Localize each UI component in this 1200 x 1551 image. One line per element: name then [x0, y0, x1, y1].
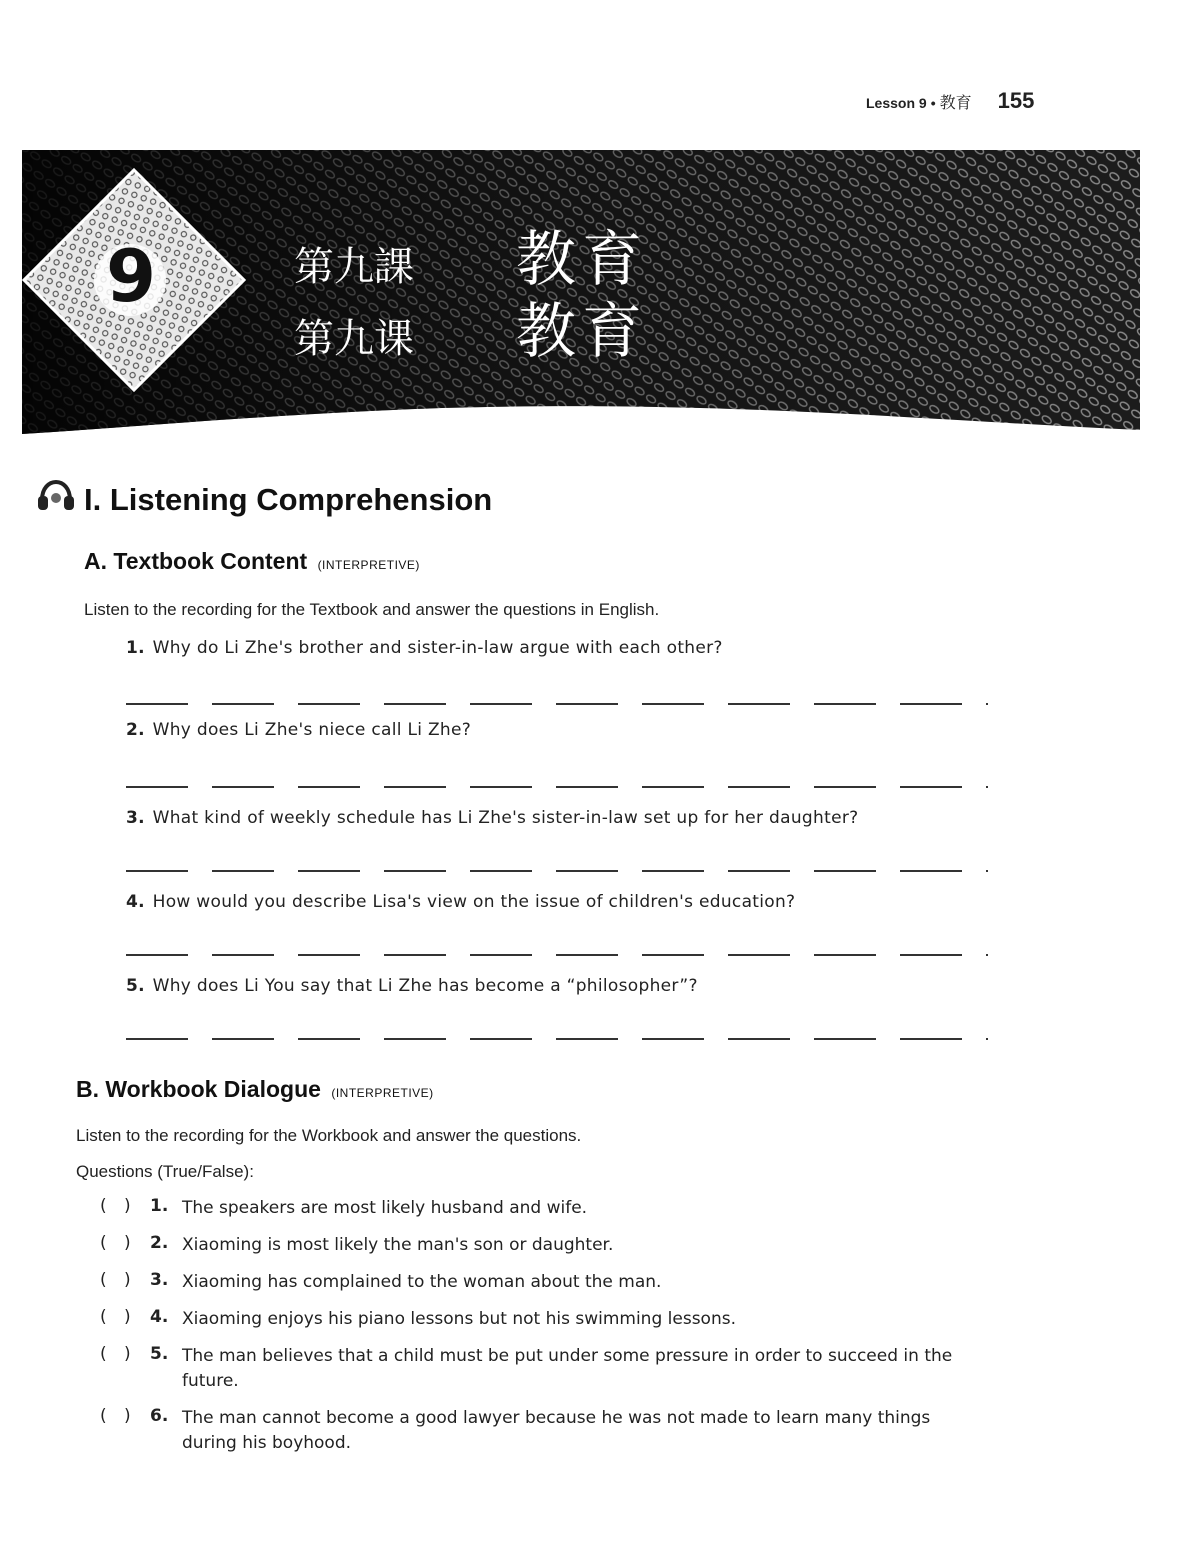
answer-blank[interactable]: ( ) [100, 1406, 137, 1426]
list-item [100, 1344, 980, 1394]
lesson-number: 9 [105, 234, 157, 318]
answer-line[interactable] [126, 786, 988, 788]
question-item [126, 638, 723, 658]
part-b-tag: (INTERPRETIVE) [331, 1086, 434, 1100]
question-item [126, 808, 858, 828]
section-title [36, 478, 492, 522]
running-head-topic: 教育 [939, 93, 972, 112]
item-number: 4. [150, 1307, 169, 1327]
question-number: 3. [126, 808, 145, 828]
item-number: 2. [150, 1233, 169, 1253]
question-number: 1. [126, 638, 145, 658]
banner-title [294, 212, 648, 367]
questions-label: Questions (True/False): [76, 1162, 254, 1181]
part-b-title [76, 1076, 434, 1103]
part-a-tag: (INTERPRETIVE) [317, 558, 420, 572]
answer-blank[interactable]: ( ) [100, 1233, 137, 1253]
question-number: 4. [126, 892, 145, 912]
lesson-banner [22, 138, 1140, 438]
list-item [100, 1307, 980, 1332]
part-b-instruction: Listen to the recording for the Workbook and answer the questions. [76, 1126, 582, 1145]
section-title-text: I. Listening Comprehension [84, 482, 493, 517]
answer-line[interactable] [126, 703, 988, 705]
item-text: The man cannot become a good lawyer because he was not made to learn many things during his boyhood. [182, 1408, 931, 1453]
item-number: 3. [150, 1270, 169, 1290]
banner-topic-simplified: 教育 [516, 297, 648, 367]
answer-blank[interactable]: ( ) [100, 1307, 137, 1327]
answer-line[interactable] [126, 954, 988, 956]
question-item [126, 976, 698, 996]
answer-line[interactable] [126, 1038, 988, 1040]
banner-lesson-simplified: 第九课 [294, 316, 414, 362]
item-text: Xiaoming enjoys his piano lessons but not his swimming lessons. [182, 1309, 736, 1329]
part-a-title-text: A. Textbook Content [84, 548, 308, 574]
question-number: 5. [126, 976, 145, 996]
item-number: 5. [150, 1344, 169, 1364]
true-false-list [100, 1196, 980, 1468]
question-text: Why does Li Zhe's niece call Li Zhe? [152, 720, 472, 740]
banner-lesson-traditional: 第九課 [294, 244, 414, 290]
list-item [100, 1196, 980, 1221]
list-item [100, 1270, 980, 1295]
item-text: Xiaoming is most likely the man's son or daughter. [182, 1235, 614, 1255]
part-a-instruction: Listen to the recording for the Textbook and answer the questions in English. [84, 600, 660, 619]
question-text: Why does Li You say that Li Zhe has become a “philosopher”? [152, 976, 698, 996]
list-item [100, 1233, 980, 1258]
part-b-title-text: B. Workbook Dialogue [76, 1076, 321, 1102]
answer-blank[interactable]: ( ) [100, 1196, 137, 1216]
item-text: The speakers are most likely husband and wife. [182, 1198, 588, 1218]
headphones-icon [36, 478, 76, 522]
answer-line[interactable] [126, 870, 988, 872]
running-head-separator: • [930, 95, 936, 111]
question-item [126, 892, 795, 912]
item-text: Xiaoming has complained to the woman about the man. [182, 1272, 662, 1292]
question-text: Why do Li Zhe's brother and sister-in-law argue with each other? [152, 638, 723, 658]
item-number: 6. [150, 1406, 169, 1426]
item-text: The man believes that a child must be put under some pressure in order to succeed in the future. [182, 1346, 953, 1391]
banner-topic-traditional: 教育 [516, 225, 648, 295]
part-a-title [84, 548, 420, 575]
item-number: 1. [150, 1196, 169, 1216]
question-text: What kind of weekly schedule has Li Zhe's sister-in-law set up for her daughter? [152, 808, 859, 828]
page-number: 155 [997, 88, 1035, 113]
running-head-lesson: Lesson 9 [866, 95, 927, 111]
question-number: 2. [126, 720, 145, 740]
question-text: How would you describe Lisa's view on the issue of children's education? [152, 892, 796, 912]
running-head [866, 88, 1034, 114]
answer-blank[interactable]: ( ) [100, 1270, 137, 1290]
question-item [126, 720, 471, 740]
answer-blank[interactable]: ( ) [100, 1344, 137, 1364]
list-item [100, 1406, 980, 1456]
